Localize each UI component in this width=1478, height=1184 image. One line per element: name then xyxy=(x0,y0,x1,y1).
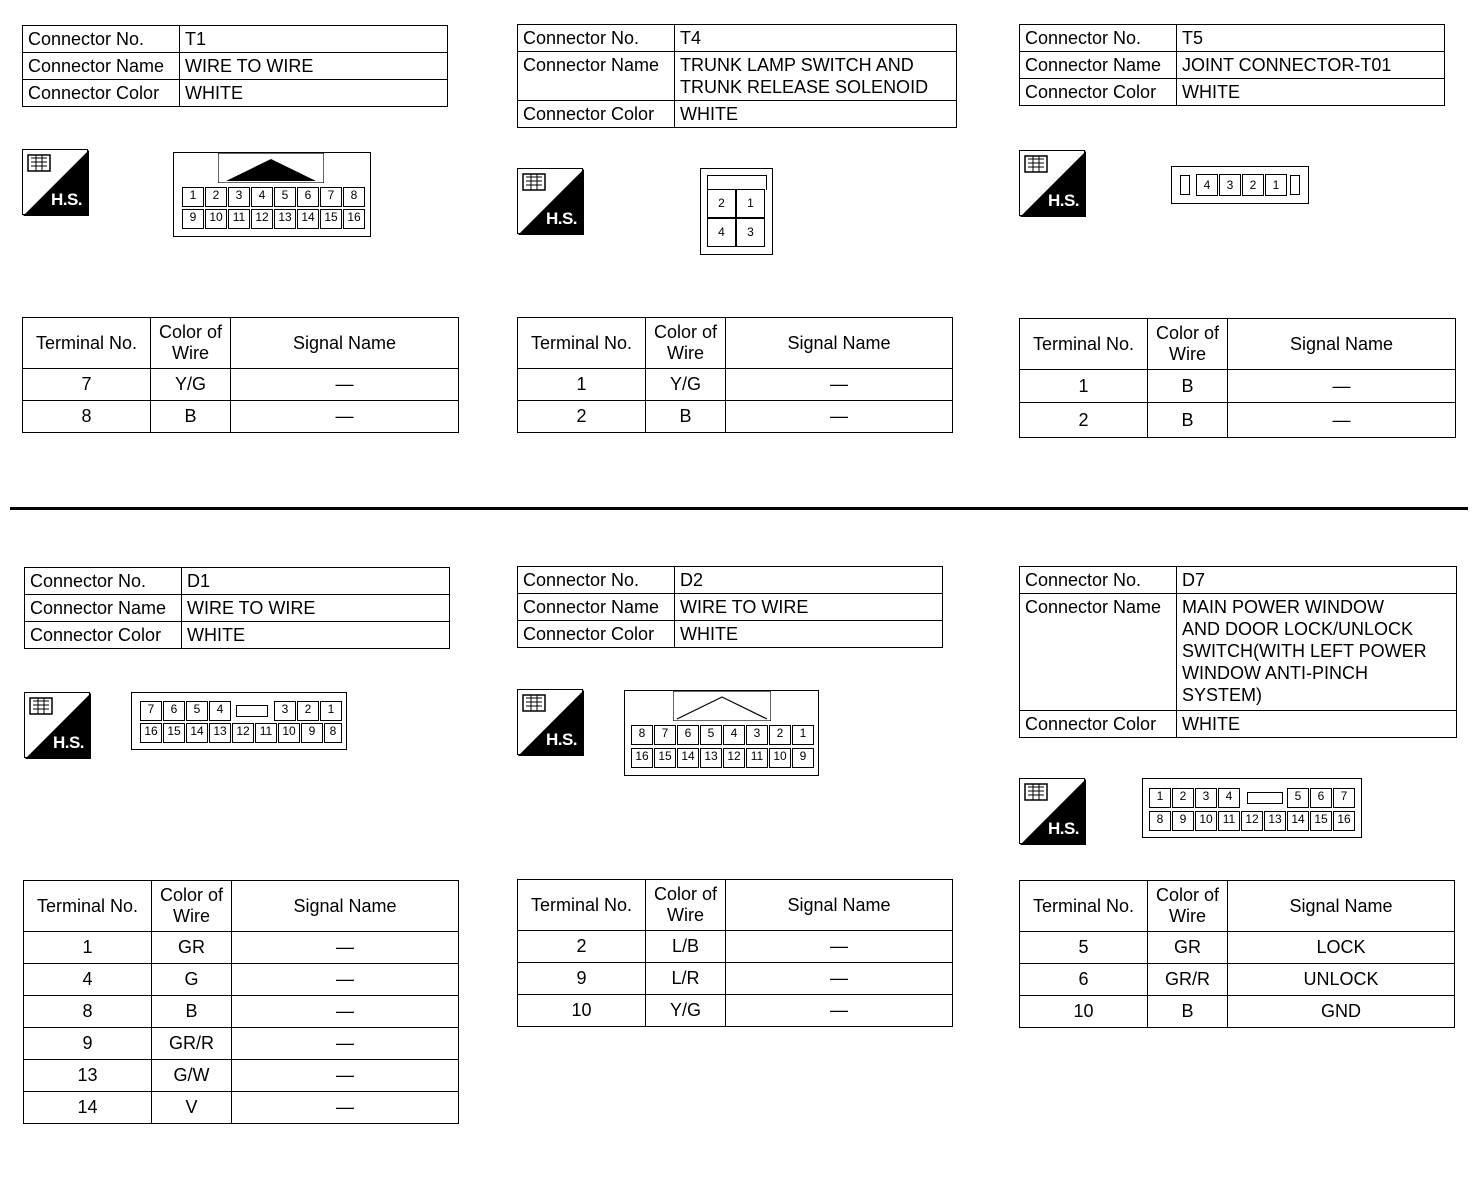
pin: 9 xyxy=(182,209,204,229)
color-of-wire-header: Color of Wire xyxy=(152,881,232,932)
connector-face-d2 xyxy=(624,690,819,776)
pin: 7 xyxy=(654,725,676,745)
pin: 5 xyxy=(1287,788,1309,808)
signal-name: — xyxy=(726,401,953,433)
connector-color-label: Connector Color xyxy=(25,622,182,649)
table-row xyxy=(1020,996,1455,1028)
signal-name: UNLOCK xyxy=(1228,964,1455,996)
pin: 8 xyxy=(324,723,342,743)
terminal-no: 1 xyxy=(24,932,152,964)
signal-name: — xyxy=(726,369,953,401)
hs-harness-side-icon: H.S. xyxy=(24,692,90,758)
hs-harness-side-icon: H.S. xyxy=(1019,778,1085,844)
cavity-key xyxy=(1247,792,1283,804)
pin: 13 xyxy=(209,723,231,743)
terminal-no-header: Terminal No. xyxy=(24,881,152,932)
pin: 11 xyxy=(255,723,277,743)
terminal-no: 2 xyxy=(1020,403,1148,438)
signal-name: — xyxy=(726,963,953,995)
color-of-wire-header: Color of Wire xyxy=(1148,881,1228,932)
connector-face-t4 xyxy=(700,168,773,255)
signal-name: — xyxy=(232,1092,459,1124)
signal-name-header: Signal Name xyxy=(726,880,953,931)
connector-no-label: Connector No. xyxy=(518,567,675,594)
terminal-no: 5 xyxy=(1020,932,1148,964)
terminal-no: 10 xyxy=(1020,996,1148,1028)
wire-color: Y/G xyxy=(646,995,726,1027)
connector-no-value: D2 xyxy=(675,567,943,594)
pin: 13 xyxy=(1264,811,1286,831)
connector-no-label: Connector No. xyxy=(23,26,180,53)
table-row xyxy=(23,369,459,401)
connector-name-value: WIRE TO WIRE xyxy=(182,595,450,622)
connector-no-label: Connector No. xyxy=(25,568,182,595)
signal-name: — xyxy=(1228,370,1456,403)
table-row xyxy=(23,401,459,433)
connector-no-value: T1 xyxy=(180,26,448,53)
connector-info-t1 xyxy=(22,25,448,107)
pin: 15 xyxy=(1310,811,1332,831)
wire-color: GR xyxy=(1148,932,1228,964)
connector-color-value: WHITE xyxy=(675,621,943,648)
wire-color: G/W xyxy=(152,1060,232,1092)
pin: 14 xyxy=(297,209,319,229)
table-row xyxy=(518,401,953,433)
signal-name: — xyxy=(232,964,459,996)
signal-name-header: Signal Name xyxy=(1228,319,1456,370)
pin: 1 xyxy=(736,189,765,218)
connector-color-value: WHITE xyxy=(182,622,450,649)
connector-name-value: TRUNK LAMP SWITCH AND TRUNK RELEASE SOLENOID xyxy=(675,52,957,101)
signal-name: — xyxy=(231,401,459,433)
table-row xyxy=(1020,932,1455,964)
pin: 9 xyxy=(792,748,814,768)
wire-color: B xyxy=(1148,996,1228,1028)
pin: 4 xyxy=(209,701,231,721)
pin: 14 xyxy=(186,723,208,743)
table-row xyxy=(24,932,459,964)
signal-name: — xyxy=(1228,403,1456,438)
connector-no-value: T4 xyxy=(675,25,957,52)
pin: 8 xyxy=(1149,811,1171,831)
pin: 4 xyxy=(1196,174,1218,196)
pin: 5 xyxy=(274,187,296,207)
connector-name-label: Connector Name xyxy=(518,52,675,101)
connector-info-d1 xyxy=(24,567,450,649)
connector-info-d7 xyxy=(1019,566,1457,738)
pin: 4 xyxy=(723,725,745,745)
terminal-no: 10 xyxy=(518,995,646,1027)
terminal-no: 1 xyxy=(1020,370,1148,403)
pin: 6 xyxy=(677,725,699,745)
signal-name: — xyxy=(726,931,953,963)
pin: 2 xyxy=(297,701,319,721)
terminal-no: 9 xyxy=(518,963,646,995)
lock-tab xyxy=(1290,175,1300,195)
connector-face-t1 xyxy=(173,152,371,237)
pin: 14 xyxy=(1287,811,1309,831)
color-of-wire-header: Color of Wire xyxy=(646,318,726,369)
wire-color: GR xyxy=(152,932,232,964)
pin: 1 xyxy=(1149,788,1171,808)
table-row xyxy=(1020,403,1456,438)
hs-harness-side-icon: H.S. xyxy=(517,689,583,755)
pin: 9 xyxy=(1172,811,1194,831)
connector-color-value: WHITE xyxy=(180,80,448,107)
connector-name-label: Connector Name xyxy=(25,595,182,622)
color-of-wire-header: Color of Wire xyxy=(151,318,231,369)
connector-no-label: Connector No. xyxy=(1020,25,1177,52)
signal-name: — xyxy=(232,1060,459,1092)
pin: 4 xyxy=(1218,788,1240,808)
connector-info-t4 xyxy=(517,24,957,128)
section-divider xyxy=(10,507,1468,510)
pin: 6 xyxy=(297,187,319,207)
terminal-no: 4 xyxy=(24,964,152,996)
pin: 3 xyxy=(736,218,765,247)
terminal-no-header: Terminal No. xyxy=(1020,319,1148,370)
terminal-table-d7 xyxy=(1019,880,1455,1028)
pin: 7 xyxy=(320,187,342,207)
wire-color: B xyxy=(1148,370,1228,403)
terminal-no-header: Terminal No. xyxy=(23,318,151,369)
pin: 16 xyxy=(343,209,365,229)
pin: 2 xyxy=(205,187,227,207)
wire-color: Y/G xyxy=(151,369,231,401)
connector-no-value: D7 xyxy=(1177,567,1457,594)
connector-color-value: WHITE xyxy=(675,101,957,128)
connector-color-value: WHITE xyxy=(1177,711,1457,738)
cavity-key xyxy=(236,705,268,717)
pin: 4 xyxy=(707,218,736,247)
terminal-no: 13 xyxy=(24,1060,152,1092)
pin: 3 xyxy=(274,701,296,721)
table-row xyxy=(518,369,953,401)
color-of-wire-header: Color of Wire xyxy=(646,880,726,931)
pin: 4 xyxy=(251,187,273,207)
pin: 1 xyxy=(182,187,204,207)
table-row xyxy=(518,931,953,963)
color-of-wire-header: Color of Wire xyxy=(1148,319,1228,370)
connector-name-value: WIRE TO WIRE xyxy=(180,53,448,80)
terminal-table-d2 xyxy=(517,879,953,1027)
connector-face-t5 xyxy=(1171,166,1309,204)
terminal-no: 6 xyxy=(1020,964,1148,996)
table-row xyxy=(1020,964,1455,996)
pin: 1 xyxy=(792,725,814,745)
connector-name-value: MAIN POWER WINDOW AND DOOR LOCK/UNLOCK SWITCH(WITH LEFT POWER WINDOW ANTI-PINCH SYSTEM) xyxy=(1177,594,1457,711)
signal-name-header: Signal Name xyxy=(231,318,459,369)
pin: 13 xyxy=(274,209,296,229)
pin: 2 xyxy=(707,189,736,218)
signal-name-header: Signal Name xyxy=(726,318,953,369)
pin: 16 xyxy=(140,723,162,743)
connector-name-label: Connector Name xyxy=(1020,52,1177,79)
hs-harness-side-icon: H.S. xyxy=(22,149,88,215)
terminal-no: 2 xyxy=(518,931,646,963)
wire-color: B xyxy=(151,401,231,433)
hs-harness-side-icon: H.S. xyxy=(1019,150,1085,216)
table-row xyxy=(24,1092,459,1124)
pin: 8 xyxy=(631,725,653,745)
table-row xyxy=(518,995,953,1027)
connector-color-label: Connector Color xyxy=(23,80,180,107)
signal-name: — xyxy=(232,932,459,964)
connector-no-label: Connector No. xyxy=(1020,567,1177,594)
pin: 11 xyxy=(1218,811,1240,831)
wire-color: B xyxy=(152,996,232,1028)
pin: 7 xyxy=(140,701,162,721)
pin: 6 xyxy=(1310,788,1332,808)
pin: 11 xyxy=(746,748,768,768)
pin: 2 xyxy=(1172,788,1194,808)
terminal-table-t5 xyxy=(1019,318,1456,438)
pin: 1 xyxy=(320,701,342,721)
pin: 16 xyxy=(1333,811,1355,831)
terminal-table-t4 xyxy=(517,317,953,433)
signal-name-header: Signal Name xyxy=(1228,881,1455,932)
connector-color-label: Connector Color xyxy=(518,101,675,128)
pin: 5 xyxy=(700,725,722,745)
connector-no-value: T5 xyxy=(1177,25,1445,52)
terminal-no: 1 xyxy=(518,369,646,401)
connector-face-d1 xyxy=(131,692,347,750)
connector-name-value: JOINT CONNECTOR-T01 xyxy=(1177,52,1445,79)
pin: 9 xyxy=(301,723,323,743)
connector-name-label: Connector Name xyxy=(518,594,675,621)
signal-name: — xyxy=(232,1028,459,1060)
wire-color: GR/R xyxy=(152,1028,232,1060)
pin: 12 xyxy=(251,209,273,229)
pin: 10 xyxy=(769,748,791,768)
pin: 5 xyxy=(186,701,208,721)
table-row xyxy=(1020,370,1456,403)
pin: 12 xyxy=(232,723,254,743)
connector-face-d7 xyxy=(1142,778,1362,838)
terminal-no: 2 xyxy=(518,401,646,433)
connector-name-value: WIRE TO WIRE xyxy=(675,594,943,621)
connector-no-value: D1 xyxy=(182,568,450,595)
wire-color: V xyxy=(152,1092,232,1124)
pin: 10 xyxy=(205,209,227,229)
wire-color: B xyxy=(646,401,726,433)
terminal-no-header: Terminal No. xyxy=(518,880,646,931)
terminal-table-t1 xyxy=(22,317,459,433)
wire-color: L/B xyxy=(646,931,726,963)
terminal-no: 8 xyxy=(24,996,152,1028)
pin: 1 xyxy=(1265,174,1287,196)
connector-no-label: Connector No. xyxy=(518,25,675,52)
terminal-no: 9 xyxy=(24,1028,152,1060)
signal-name: — xyxy=(232,996,459,1028)
connector-color-label: Connector Color xyxy=(1020,711,1177,738)
wire-color: L/R xyxy=(646,963,726,995)
wire-color: GR/R xyxy=(1148,964,1228,996)
connector-name-label: Connector Name xyxy=(1020,594,1177,711)
connector-color-value: WHITE xyxy=(1177,79,1445,106)
pin: 3 xyxy=(746,725,768,745)
table-row xyxy=(24,996,459,1028)
pin: 10 xyxy=(278,723,300,743)
pin: 12 xyxy=(723,748,745,768)
table-row xyxy=(24,1060,459,1092)
pin: 15 xyxy=(320,209,342,229)
pin: 8 xyxy=(343,187,365,207)
pin: 6 xyxy=(163,701,185,721)
terminal-no-header: Terminal No. xyxy=(1020,881,1148,932)
signal-name-header: Signal Name xyxy=(232,881,459,932)
pin: 2 xyxy=(1242,174,1264,196)
pin: 2 xyxy=(769,725,791,745)
pin: 15 xyxy=(654,748,676,768)
signal-name: GND xyxy=(1228,996,1455,1028)
pin: 13 xyxy=(700,748,722,768)
connector-info-d2 xyxy=(517,566,943,648)
table-row xyxy=(24,964,459,996)
pin: 7 xyxy=(1333,788,1355,808)
lock-tab xyxy=(1180,175,1190,195)
pin: 11 xyxy=(228,209,250,229)
wire-color: B xyxy=(1148,403,1228,438)
connector-color-label: Connector Color xyxy=(1020,79,1177,106)
pin: 16 xyxy=(631,748,653,768)
pin: 15 xyxy=(163,723,185,743)
table-row xyxy=(518,963,953,995)
signal-name: — xyxy=(231,369,459,401)
signal-name: — xyxy=(726,995,953,1027)
terminal-no: 14 xyxy=(24,1092,152,1124)
pin: 3 xyxy=(228,187,250,207)
terminal-table-d1 xyxy=(23,880,459,1124)
connector-name-label: Connector Name xyxy=(23,53,180,80)
wire-color: Y/G xyxy=(646,369,726,401)
connector-info-t5 xyxy=(1019,24,1445,106)
hs-harness-side-icon: H.S. xyxy=(517,168,583,234)
wire-color: G xyxy=(152,964,232,996)
terminal-no-header: Terminal No. xyxy=(518,318,646,369)
pin: 3 xyxy=(1219,174,1241,196)
table-row xyxy=(24,1028,459,1060)
signal-name: LOCK xyxy=(1228,932,1455,964)
pin: 12 xyxy=(1241,811,1263,831)
terminal-no: 8 xyxy=(23,401,151,433)
connector-color-label: Connector Color xyxy=(518,621,675,648)
pin: 3 xyxy=(1195,788,1217,808)
terminal-no: 7 xyxy=(23,369,151,401)
pin: 10 xyxy=(1195,811,1217,831)
pin: 14 xyxy=(677,748,699,768)
